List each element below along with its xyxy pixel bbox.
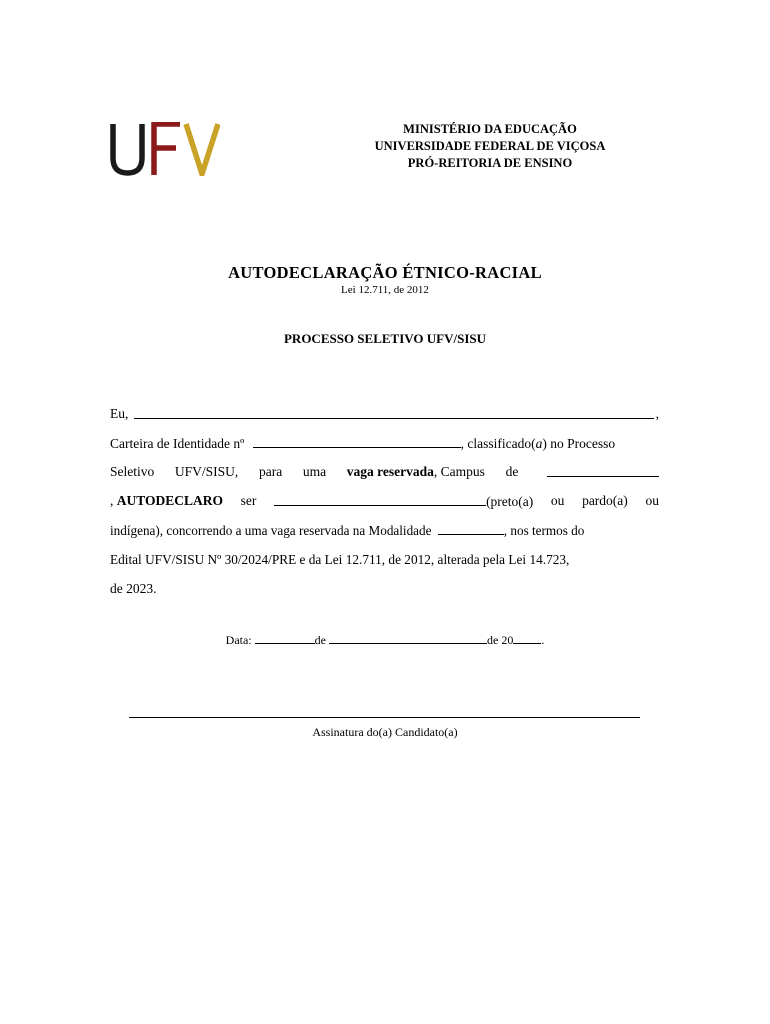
date-de-2: de 20 bbox=[487, 633, 514, 647]
text-indigena: indígena), concorrendo a uma vaga reservada na Modalidade bbox=[110, 523, 432, 538]
text-classificado-a: a bbox=[535, 436, 543, 451]
text-ufv-sisu: UFV/SISU, bbox=[174, 464, 239, 479]
text-comma-2: , bbox=[110, 493, 114, 508]
text-nos-termos: , nos termos do bbox=[503, 523, 585, 538]
name-field[interactable] bbox=[134, 406, 653, 419]
institution-header bbox=[330, 121, 650, 172]
race-field[interactable] bbox=[274, 493, 486, 506]
text-de: de bbox=[505, 464, 519, 479]
campus-field[interactable] bbox=[547, 464, 659, 477]
text-vaga-reservada: vaga reservada bbox=[346, 464, 434, 479]
identity-number-field[interactable] bbox=[253, 435, 461, 448]
body-line-1 bbox=[110, 406, 659, 422]
body-line-7: de 2023. bbox=[110, 581, 157, 596]
text-ou-1: ou bbox=[550, 493, 565, 508]
date-de-1: de bbox=[314, 633, 326, 647]
text-campus: , Campus bbox=[433, 464, 485, 479]
ufv-logo bbox=[110, 122, 220, 176]
month-field[interactable] bbox=[329, 633, 487, 644]
logo-letter-v bbox=[186, 124, 218, 174]
text-autodeclaro-group bbox=[110, 493, 223, 510]
text-seletivo: Seletivo bbox=[110, 464, 155, 479]
text-comma: , bbox=[655, 406, 659, 421]
text-classificado-pre: , classificado( bbox=[460, 436, 536, 451]
date-period: . bbox=[541, 633, 545, 647]
text-classificado-post: ) no Processo bbox=[542, 436, 616, 451]
year-field[interactable] bbox=[513, 633, 541, 644]
logo-letter-u bbox=[113, 124, 142, 173]
university-name: UNIVERSIDADE FEDERAL DE VIÇOSA bbox=[374, 139, 606, 153]
body-line-5 bbox=[110, 522, 659, 539]
text-para: para bbox=[258, 464, 283, 479]
body-line-2 bbox=[110, 435, 659, 452]
date-label: Data: bbox=[225, 633, 252, 647]
text-ser: ser bbox=[240, 493, 257, 508]
body-line-6: Edital UFV/SISU Nº 30/2024/PRE e da Lei 12.711, de 2012, alterada pela Lei 14.723, bbox=[110, 552, 570, 567]
signature-label: Assinatura do(a) Candidato(a) bbox=[312, 725, 458, 739]
text-eu: Eu, bbox=[110, 406, 129, 421]
text-ou-2: ou bbox=[645, 493, 659, 508]
ministry-name: MINISTÉRIO DA EDUCAÇÃO bbox=[403, 122, 577, 136]
text-vaga-group bbox=[347, 464, 485, 480]
day-field[interactable] bbox=[255, 633, 315, 644]
document-title: AUTODECLARAÇÃO ÉTNICO-RACIAL bbox=[228, 263, 542, 282]
date-line bbox=[0, 633, 770, 648]
text-autodeclaro: AUTODECLARO bbox=[116, 493, 224, 508]
modality-field[interactable] bbox=[438, 522, 504, 535]
logo-letter-f bbox=[154, 124, 180, 175]
body-line-3 bbox=[110, 464, 659, 480]
signature-line[interactable] bbox=[129, 717, 640, 718]
department-name: PRÓ-REITORIA DE ENSINO bbox=[407, 156, 573, 170]
process-heading: PROCESSO SELETIVO UFV/SISU bbox=[283, 331, 487, 346]
text-uma: uma bbox=[302, 464, 327, 479]
body-line-4 bbox=[110, 493, 659, 510]
document-subtitle: Lei 12.711, de 2012 bbox=[341, 284, 429, 296]
text-preto: (preto(a) bbox=[486, 494, 534, 509]
text-carteira: Carteira de Identidade nº bbox=[110, 436, 245, 451]
text-pardo: pardo(a) bbox=[582, 493, 628, 508]
race-group bbox=[274, 493, 533, 510]
